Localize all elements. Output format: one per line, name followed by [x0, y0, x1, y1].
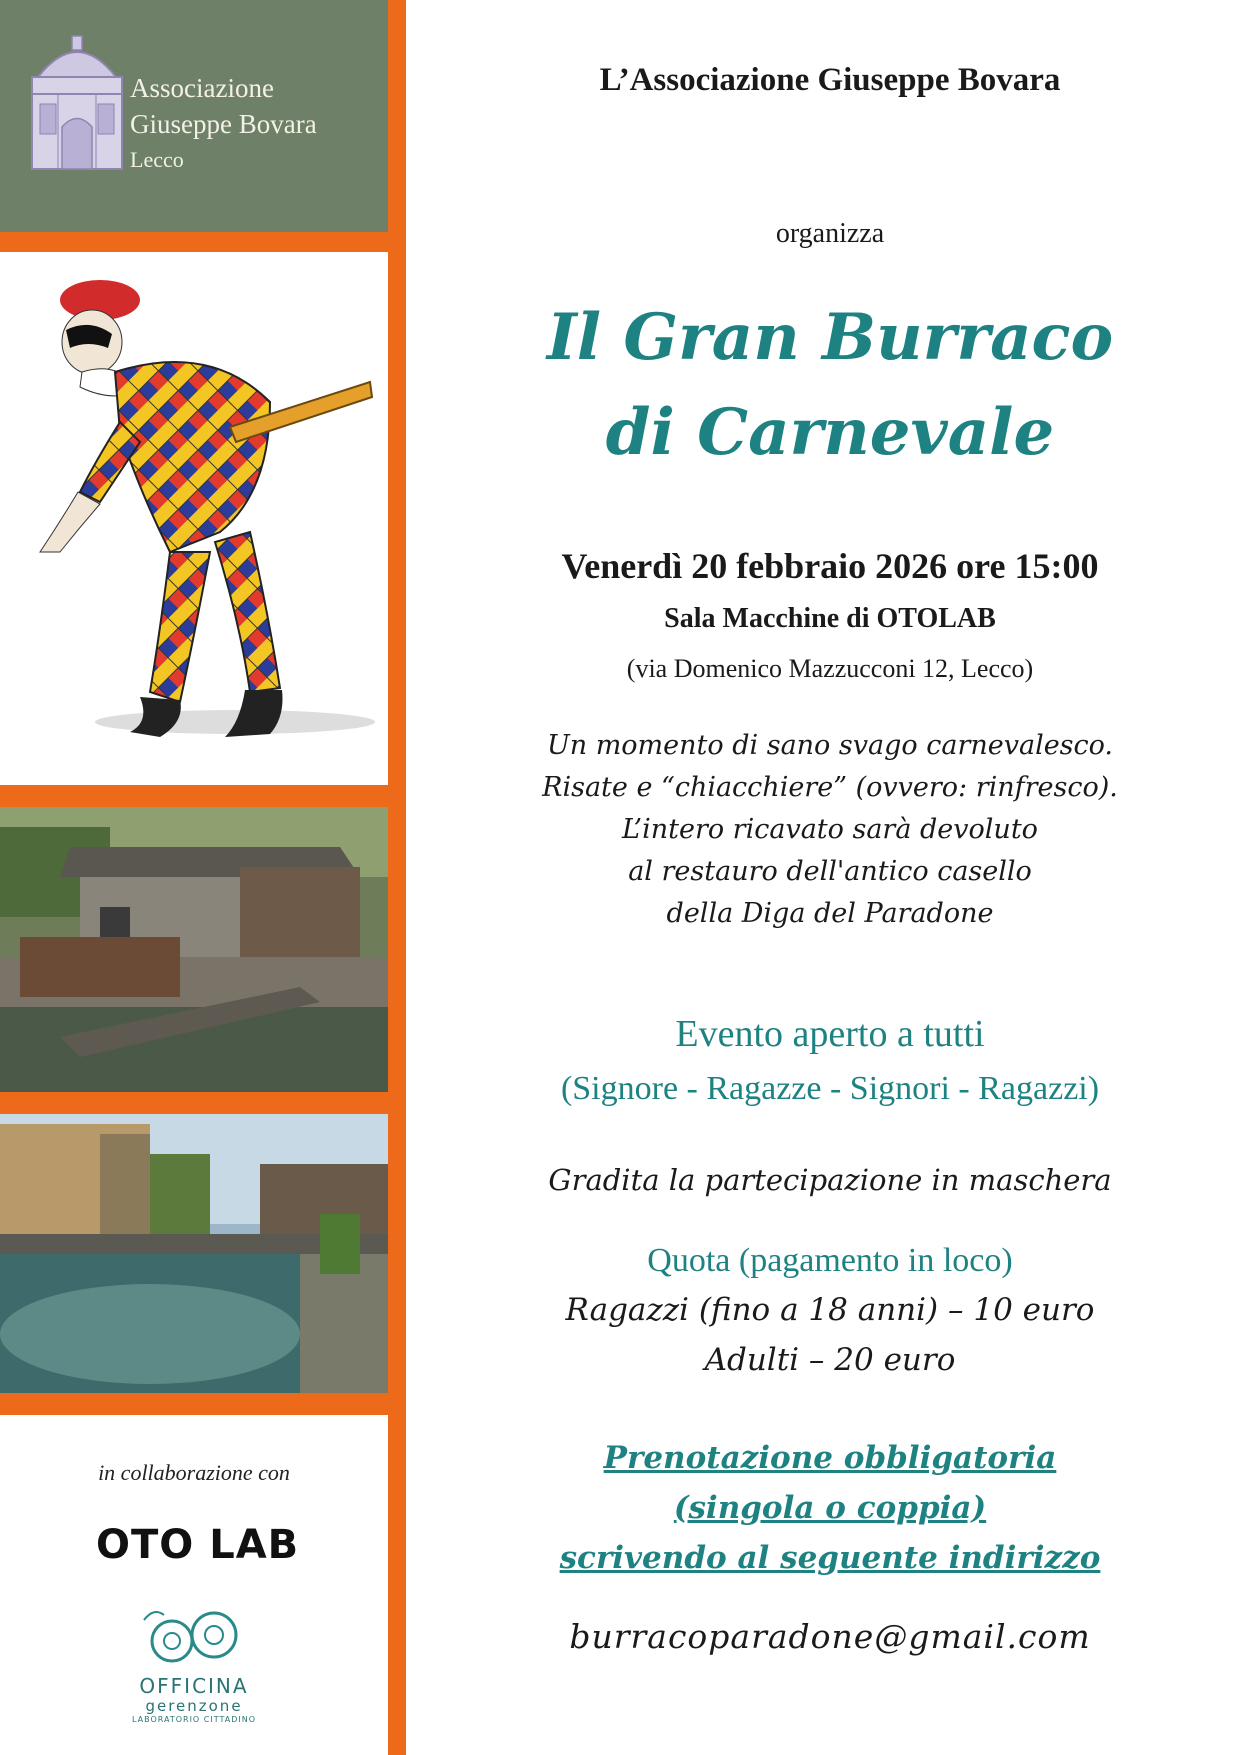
event-venue: Sala Macchine di OTOLAB [664, 603, 996, 634]
photo-old-dam-house [0, 807, 388, 1092]
church-dome-logo-icon [28, 32, 126, 172]
fee-adults: Adulti – 20 euro [704, 1342, 956, 1378]
harlequin-illustration [0, 252, 388, 785]
booking-line-3: scrivendo al seguente indirizzo [559, 1540, 1101, 1576]
event-title-line-1: Il Gran Burraco [546, 300, 1114, 375]
officina-gerenzone-logo [124, 1605, 264, 1745]
booking-line-2: (singola o coppia) [673, 1490, 987, 1526]
left-column [0, 0, 420, 1755]
fee-title: Quota (pagamento in loco) [647, 1242, 1013, 1279]
open-event-title: Evento aperto a tutti [675, 1013, 985, 1055]
orange-side-bar [388, 0, 406, 1755]
description-line: Risate e “chiacchiere” (ovvero: rinfresco). [542, 772, 1118, 803]
photo-canal-paradone [0, 1114, 388, 1393]
event-title-line-2: di Carnevale [605, 395, 1055, 470]
logo-line-3: Lecco [130, 147, 184, 172]
orange-divider [0, 232, 388, 252]
description-line: al restauro dell'antico casello [628, 856, 1032, 887]
officina-name: OFFICINA [139, 1674, 249, 1698]
otolab-logo [96, 1522, 300, 1572]
logo-line-2: Giuseppe Bovara [130, 109, 317, 139]
gears-icon [134, 1605, 254, 1671]
orange-divider [0, 1393, 388, 1415]
booking-email[interactable]: burracoparadone@gmail.com [569, 1617, 1091, 1656]
collaboration-label: in collaborazione con [98, 1460, 290, 1485]
otolab-logo-text: OTO LAB [96, 1522, 300, 1568]
orange-divider [0, 1092, 388, 1114]
event-details [420, 0, 1240, 1755]
logo-line-1: Associazione [130, 73, 274, 103]
organizer-heading: L’Associazione Giuseppe Bovara [599, 62, 1061, 98]
event-date-time: Venerdì 20 febbraio 2026 ore 15:00 [561, 546, 1099, 586]
booking-line-1: Prenotazione obbligatoria [603, 1440, 1057, 1476]
mask-note: Gradita la partecipazione in maschera [548, 1163, 1112, 1197]
description-line: Un momento di sano svago carnevalesco. [546, 730, 1114, 761]
event-address: (via Domenico Mazzucconi 12, Lecco) [626, 654, 1034, 683]
description-line: della Diga del Paradone [666, 898, 994, 929]
association-logo-text [130, 70, 317, 178]
officina-sub: gerenzone [145, 1697, 243, 1715]
association-logo-panel [0, 0, 388, 232]
fee-youth: Ragazzi (fino a 18 anni) – 10 euro [565, 1292, 1095, 1328]
officina-tag: LABORATORIO CITTADINO [131, 1715, 256, 1724]
description-line: L’intero ricavato sarà devoluto [622, 814, 1038, 845]
organizza-label: organizza [775, 218, 885, 249]
orange-divider [0, 785, 388, 807]
open-event-audience: (Signore - Ragazze - Signori - Ragazzi) [560, 1070, 1100, 1107]
